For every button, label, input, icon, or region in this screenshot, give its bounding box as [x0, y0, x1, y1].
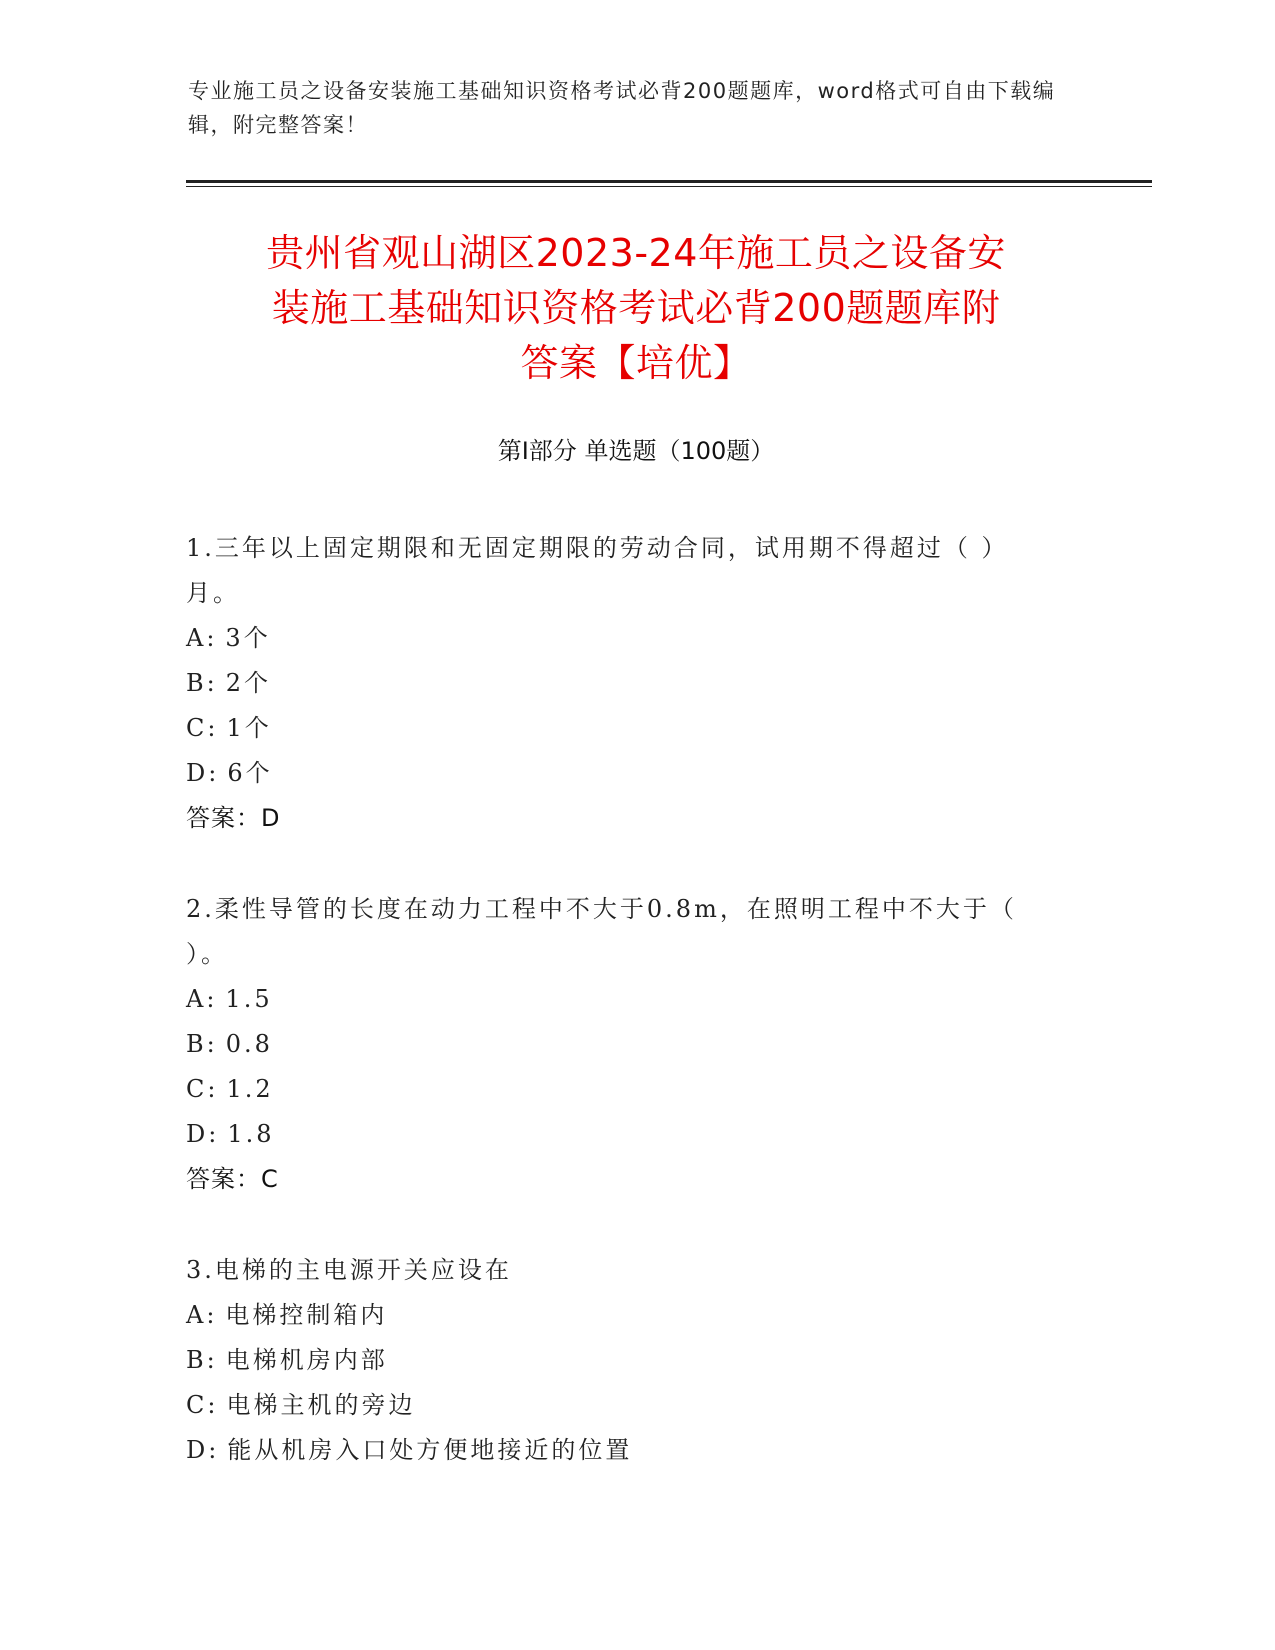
option-letter: B: — [186, 669, 218, 697]
option-d — [186, 1112, 1066, 1157]
document-title — [186, 226, 1086, 391]
option-text: 电梯控制箱内 — [225, 1301, 388, 1329]
question-list — [186, 526, 1066, 1519]
answer-text: 答案：D — [186, 804, 281, 832]
header-rule-thick — [186, 180, 1152, 183]
question-stem: 2.柔性导管的长度在动力工程中不大于0.8m，在照明工程中不大于（ — [186, 895, 1017, 923]
option-text: 1.5 — [225, 985, 273, 1013]
header-note: 专业施工员之设备安装施工基础知识资格考试必背200题题库，word格式可自由下载编辑，附完整答案！ — [188, 79, 1056, 137]
option-letter: A: — [186, 985, 218, 1013]
option-b — [186, 661, 1066, 706]
option-b — [186, 1338, 1066, 1383]
option-text: 1.2 — [226, 1075, 274, 1103]
option-text: 0.8 — [225, 1030, 273, 1058]
option-a — [186, 977, 1066, 1022]
section-heading: 第Ⅰ部分 单选题（100题） — [497, 437, 775, 465]
option-letter: B: — [186, 1346, 218, 1374]
option-b — [186, 1022, 1066, 1067]
option-text: 能从机房入口处方便地接近的位置 — [227, 1436, 633, 1464]
header-rule-thin — [186, 186, 1152, 187]
option-letter: C: — [186, 1075, 219, 1103]
option-c — [186, 1067, 1066, 1112]
title-line: 贵州省观山湖区2023-24年施工员之设备安 — [266, 231, 1006, 275]
option-text: 1.8 — [227, 1120, 275, 1148]
option-a — [186, 1293, 1066, 1338]
option-text: 电梯主机的旁边 — [226, 1391, 416, 1419]
option-a — [186, 616, 1066, 661]
title-line: 装施工基础知识资格考试必背200题题库附 — [271, 286, 1001, 330]
question-stem: ）。 — [186, 940, 228, 968]
question-item — [186, 887, 1066, 1202]
option-letter: B: — [186, 1030, 218, 1058]
option-letter: A: — [186, 624, 218, 652]
question-item — [186, 1248, 1066, 1473]
question-stem: 1.三年以上固定期限和无固定期限的劳动合同，试用期不得超过（ ） — [186, 534, 1009, 562]
option-d — [186, 751, 1066, 796]
question-stem: 3.电梯的主电源开关应设在 — [186, 1256, 512, 1284]
option-text: 1个 — [226, 714, 272, 742]
title-line: 答案【培优】 — [520, 341, 752, 385]
question-item — [186, 526, 1066, 841]
option-letter: C: — [186, 714, 219, 742]
question-stem: 月。 — [186, 579, 240, 607]
option-d — [186, 1428, 1066, 1473]
option-letter: A: — [186, 1301, 218, 1329]
option-letter: C: — [186, 1391, 219, 1419]
option-letter: D: — [186, 759, 220, 787]
answer-text: 答案：C — [186, 1165, 279, 1193]
option-text: 2个 — [225, 669, 272, 697]
option-letter: D: — [186, 1436, 220, 1464]
option-c — [186, 1383, 1066, 1428]
option-text: 6个 — [227, 759, 273, 787]
option-text: 3个 — [225, 624, 271, 652]
option-c — [186, 706, 1066, 751]
option-text: 电梯机房内部 — [225, 1346, 388, 1374]
option-letter: D: — [186, 1120, 220, 1148]
